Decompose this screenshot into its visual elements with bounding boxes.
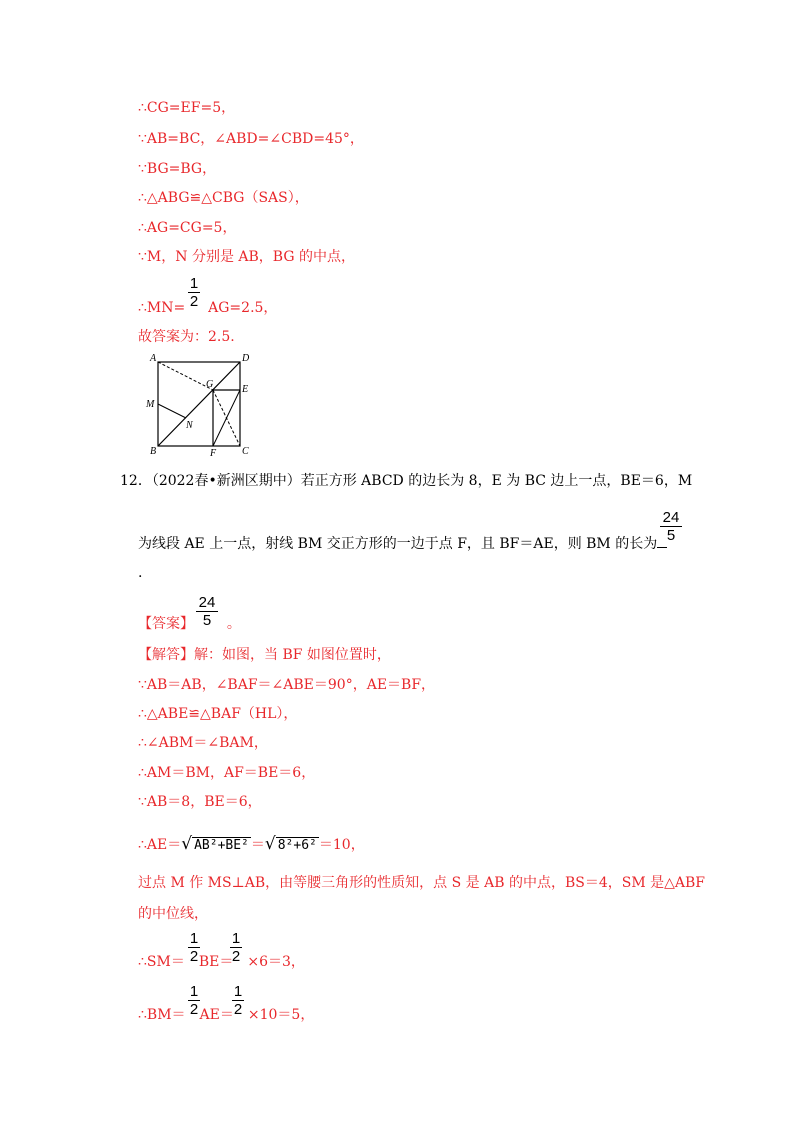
fraction-answer <box>196 595 218 628</box>
fraction-denominator: 2 <box>233 1001 243 1018</box>
fraction-denominator: 2 <box>231 948 241 965</box>
geometry-figure <box>148 352 258 458</box>
bm-prefix: ∴BM＝ <box>138 1007 186 1023</box>
question-text: 为线段 AE 上一点，射线 BM 交正方形的一边于点 F，且 BF＝AE，则 BM 的长为 <box>138 536 658 552</box>
fraction-half <box>188 931 200 964</box>
sqrt-expression: √ 8²+6² <box>264 834 317 854</box>
mn-line <box>138 298 277 318</box>
solution-line: 的中位线， <box>138 906 208 922</box>
mn-prefix: ∴MN= <box>138 300 186 316</box>
answer-statement: 故答案为：2.5. <box>138 329 235 345</box>
fraction-half <box>230 931 242 964</box>
solution-line: 过点 M 作 MS⊥AB，由等腰三角形的性质知，点 S 是 AB 的中点，BS＝4，SM 是△ABF <box>138 875 706 891</box>
question-text: 若正方形 ABCD 的边长为 8，E 为 BC 边上一点，BE＝6，M <box>300 473 693 489</box>
vertex-label: C <box>242 446 249 457</box>
fraction-half <box>188 276 200 309</box>
sqrt-radicand: AB²+BE² <box>194 838 249 853</box>
vertex-label: G <box>206 379 214 390</box>
vertex-label: N <box>186 420 193 431</box>
solution-line: ∵BG=BG， <box>138 161 217 177</box>
answer-label: 【答案】 <box>138 616 194 632</box>
fraction-denominator: 2 <box>189 293 199 310</box>
solution-line: ∴△ABG≌△CBG（SAS）， <box>138 190 309 206</box>
solution-line: ∵M，N 分别是 AB，BG 的中点， <box>138 249 355 265</box>
solution-line: ∴∠ABM＝∠BAM， <box>138 735 268 751</box>
bm-suffix: ×10＝5， <box>247 1007 315 1023</box>
sqrt-radicand: 8²+6² <box>277 838 317 853</box>
solution-line: ∴AG=CG=5， <box>138 220 237 236</box>
sm-suffix: ×6＝3， <box>247 954 305 970</box>
fraction-numerator: 24 <box>198 594 216 611</box>
fraction-denominator: 5 <box>202 612 212 629</box>
vertex-label: A <box>150 353 157 364</box>
fraction-numerator: 1 <box>189 930 199 947</box>
vertex-label: M <box>146 399 155 410</box>
solution-intro-line <box>138 645 391 665</box>
question-line-2 <box>138 533 667 554</box>
fraction-denominator: 2 <box>189 1001 199 1018</box>
fraction-numerator: 1 <box>189 275 199 292</box>
ae-equals: ＝ <box>250 837 265 853</box>
vertex-label: B <box>150 446 157 457</box>
solution-line: ∵AB＝AB，∠BAF＝∠ABE＝90°，AE＝BF， <box>138 677 436 693</box>
ae-suffix: ＝10， <box>318 837 365 853</box>
fraction-numerator: 1 <box>233 983 243 1000</box>
question-source: （2022春•新洲区期中） <box>151 473 301 489</box>
question-trailing: . <box>138 565 143 581</box>
question-number: 12． <box>120 473 152 489</box>
question-line-1 <box>120 471 692 491</box>
answer-line <box>138 614 241 634</box>
sm-prefix: ∴SM＝ <box>138 954 185 970</box>
bm-line <box>138 1005 314 1025</box>
fraction-half <box>188 984 200 1017</box>
solution-line: ∴CG=EF=5， <box>138 100 236 116</box>
sm-mid: BE＝ <box>198 954 234 970</box>
solution-line: ∵AB=BC，∠ABD=∠CBD=45°， <box>138 131 364 147</box>
sm-line <box>138 952 305 972</box>
sqrt-expression: √ AB²+BE² <box>181 834 249 854</box>
answer-suffix: 。 <box>226 616 241 632</box>
solution-intro: 解：如图，当 BF 如图位置时， <box>194 647 391 663</box>
solution-line: ∴AM＝BM，AF＝BE＝6， <box>138 765 316 781</box>
fraction-numerator: 1 <box>189 983 199 1000</box>
fraction-denominator: 2 <box>189 948 199 965</box>
fraction-numerator: 1 <box>231 930 241 947</box>
bm-mid: AE＝ <box>199 1007 234 1023</box>
vertex-label: E <box>242 384 249 395</box>
vertex-label: F <box>210 448 217 459</box>
fraction-denominator: 5 <box>666 527 676 544</box>
fraction-blank-answer <box>660 510 682 543</box>
solution-label: 【解答】 <box>138 647 194 663</box>
fraction-numerator: 24 <box>662 509 680 526</box>
mn-suffix: AG=2.5， <box>208 300 278 316</box>
vertex-label: D <box>242 353 250 364</box>
ae-line <box>138 834 365 856</box>
solution-line: ∴△ABE≌△BAF（HL）， <box>138 706 298 722</box>
fraction-half <box>232 984 244 1017</box>
ae-prefix: ∴AE＝ <box>138 837 182 853</box>
solution-line: ∵AB＝8，BE＝6， <box>138 794 262 810</box>
